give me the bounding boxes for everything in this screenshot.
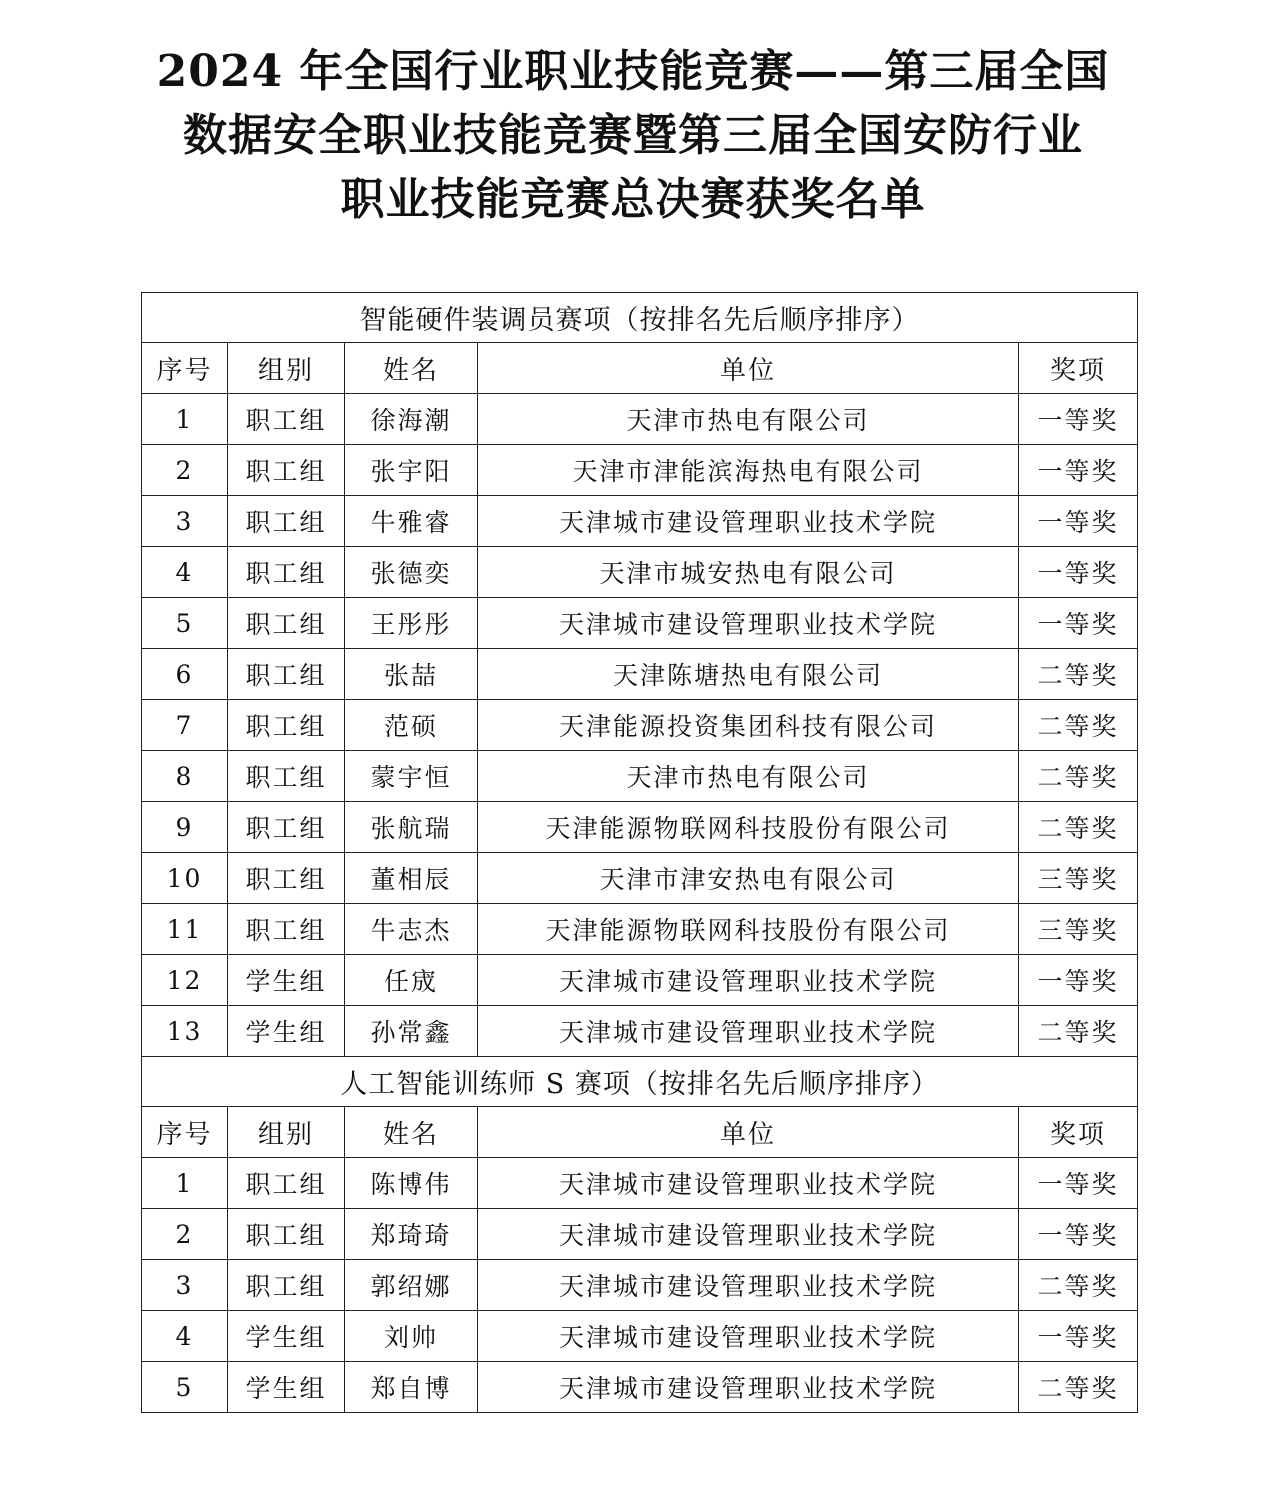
table-row (142, 751, 1138, 802)
cell-award: 二等奖 (1019, 700, 1138, 751)
table-row (142, 598, 1138, 649)
cell-name: 陈博伟 (345, 1158, 478, 1209)
cell-group: 学生组 (228, 1311, 345, 1362)
cell-award: 二等奖 (1019, 802, 1138, 853)
cell-group: 职工组 (228, 700, 345, 751)
cell-group: 职工组 (228, 598, 345, 649)
cell-name: 王彤彤 (345, 598, 478, 649)
cell-unit: 天津能源物联网科技股份有限公司 (478, 904, 1019, 955)
cell-index: 6 (142, 649, 228, 700)
cell-index: 2 (142, 445, 228, 496)
cell-award: 一等奖 (1019, 1209, 1138, 1260)
cell-group: 职工组 (228, 1260, 345, 1311)
cell-index: 2 (142, 1209, 228, 1260)
table-row (142, 1260, 1138, 1311)
award-list-body (142, 293, 1138, 1413)
cell-group: 职工组 (228, 496, 345, 547)
cell-award: 二等奖 (1019, 1006, 1138, 1057)
section-title: 智能硬件装调员赛项（按排名先后顺序排序） (142, 293, 1138, 343)
table-row (142, 853, 1138, 904)
cell-unit: 天津城市建设管理职业技术学院 (478, 1209, 1019, 1260)
cell-name: 郭绍娜 (345, 1260, 478, 1311)
cell-index: 9 (142, 802, 228, 853)
cell-index: 8 (142, 751, 228, 802)
cell-name: 范硕 (345, 700, 478, 751)
table-row (142, 496, 1138, 547)
cell-name: 牛雅睿 (345, 496, 478, 547)
award-list-table (141, 292, 1138, 1413)
cell-name: 牛志杰 (345, 904, 478, 955)
cell-group: 职工组 (228, 1209, 345, 1260)
cell-group: 学生组 (228, 1006, 345, 1057)
cell-group: 职工组 (228, 445, 345, 496)
column-header-group: 组别 (228, 1107, 345, 1158)
cell-unit: 天津城市建设管理职业技术学院 (478, 1362, 1019, 1413)
table-row (142, 445, 1138, 496)
cell-index: 12 (142, 955, 228, 1006)
cell-unit: 天津市津安热电有限公司 (478, 853, 1019, 904)
cell-unit: 天津市城安热电有限公司 (478, 547, 1019, 598)
table-row (142, 955, 1138, 1006)
cell-name: 徐海潮 (345, 394, 478, 445)
cell-award: 一等奖 (1019, 598, 1138, 649)
table-row (142, 1158, 1138, 1209)
cell-group: 职工组 (228, 904, 345, 955)
cell-index: 1 (142, 394, 228, 445)
cell-group: 职工组 (228, 649, 345, 700)
column-header-index: 序号 (142, 343, 228, 394)
column-header-unit: 单位 (478, 343, 1019, 394)
table-row (142, 1209, 1138, 1260)
cell-index: 10 (142, 853, 228, 904)
cell-award: 一等奖 (1019, 394, 1138, 445)
cell-award: 二等奖 (1019, 1362, 1138, 1413)
table-row (142, 394, 1138, 445)
cell-unit: 天津能源物联网科技股份有限公司 (478, 802, 1019, 853)
column-header-award: 奖项 (1019, 343, 1138, 394)
cell-unit: 天津城市建设管理职业技术学院 (478, 1158, 1019, 1209)
column-header-award: 奖项 (1019, 1107, 1138, 1158)
cell-name: 郑自博 (345, 1362, 478, 1413)
cell-name: 张德奕 (345, 547, 478, 598)
title-line-1: 2024 年全国行业职业技能竞赛——第三届全国 (156, 46, 1110, 97)
cell-award: 一等奖 (1019, 955, 1138, 1006)
column-header-name: 姓名 (345, 1107, 478, 1158)
table-row (142, 700, 1138, 751)
cell-award: 一等奖 (1019, 445, 1138, 496)
cell-name: 孙常鑫 (345, 1006, 478, 1057)
cell-unit: 天津市热电有限公司 (478, 394, 1019, 445)
cell-group: 职工组 (228, 853, 345, 904)
table-row (142, 1311, 1138, 1362)
table-row (142, 802, 1138, 853)
cell-unit: 天津城市建设管理职业技术学院 (478, 1311, 1019, 1362)
cell-name: 郑琦琦 (345, 1209, 478, 1260)
cell-award: 一等奖 (1019, 1158, 1138, 1209)
section-title-row (142, 293, 1138, 343)
cell-award: 二等奖 (1019, 1260, 1138, 1311)
cell-index: 5 (142, 1362, 228, 1413)
cell-name: 蒙宇恒 (345, 751, 478, 802)
column-header-group: 组别 (228, 343, 345, 394)
cell-index: 4 (142, 1311, 228, 1362)
cell-unit: 天津城市建设管理职业技术学院 (478, 496, 1019, 547)
cell-name: 张航瑞 (345, 802, 478, 853)
cell-name: 董相辰 (345, 853, 478, 904)
section-title: 人工智能训练师 S 赛项（按排名先后顺序排序） (142, 1057, 1138, 1107)
cell-index: 1 (142, 1158, 228, 1209)
cell-name: 刘帅 (345, 1311, 478, 1362)
cell-group: 职工组 (228, 751, 345, 802)
column-header-name: 姓名 (345, 343, 478, 394)
table-row (142, 904, 1138, 955)
title-line-2: 数据安全职业技能竞赛暨第三届全国安防行业 (183, 110, 1083, 161)
cell-award: 一等奖 (1019, 496, 1138, 547)
cell-unit: 天津城市建设管理职业技术学院 (478, 1006, 1019, 1057)
cell-index: 3 (142, 1260, 228, 1311)
cell-unit: 天津陈塘热电有限公司 (478, 649, 1019, 700)
cell-award: 三等奖 (1019, 853, 1138, 904)
cell-name: 任宬 (345, 955, 478, 1006)
cell-unit: 天津市津能滨海热电有限公司 (478, 445, 1019, 496)
cell-group: 职工组 (228, 1158, 345, 1209)
cell-group: 职工组 (228, 394, 345, 445)
cell-group: 职工组 (228, 802, 345, 853)
table-row (142, 547, 1138, 598)
cell-award: 二等奖 (1019, 751, 1138, 802)
title-line-3: 职业技能竞赛总决赛获奖名单 (340, 174, 926, 225)
column-header-index: 序号 (142, 1107, 228, 1158)
cell-unit: 天津城市建设管理职业技术学院 (478, 955, 1019, 1006)
section-title-row (142, 1057, 1138, 1107)
cell-index: 7 (142, 700, 228, 751)
cell-index: 11 (142, 904, 228, 955)
table-row (142, 649, 1138, 700)
cell-unit: 天津能源投资集团科技有限公司 (478, 700, 1019, 751)
cell-award: 二等奖 (1019, 649, 1138, 700)
cell-name: 张宇阳 (345, 445, 478, 496)
cell-group: 学生组 (228, 1362, 345, 1413)
cell-group: 职工组 (228, 547, 345, 598)
cell-name: 张喆 (345, 649, 478, 700)
column-header-row (142, 343, 1138, 394)
cell-index: 13 (142, 1006, 228, 1057)
cell-award: 一等奖 (1019, 547, 1138, 598)
cell-unit: 天津城市建设管理职业技术学院 (478, 1260, 1019, 1311)
cell-unit: 天津市热电有限公司 (478, 751, 1019, 802)
table-row (142, 1006, 1138, 1057)
cell-group: 学生组 (228, 955, 345, 1006)
cell-award: 三等奖 (1019, 904, 1138, 955)
table-row (142, 1362, 1138, 1413)
column-header-row (142, 1107, 1138, 1158)
cell-index: 5 (142, 598, 228, 649)
cell-index: 3 (142, 496, 228, 547)
cell-award: 一等奖 (1019, 1311, 1138, 1362)
cell-index: 4 (142, 547, 228, 598)
document-title (0, 40, 1266, 232)
column-header-unit: 单位 (478, 1107, 1019, 1158)
cell-unit: 天津城市建设管理职业技术学院 (478, 598, 1019, 649)
